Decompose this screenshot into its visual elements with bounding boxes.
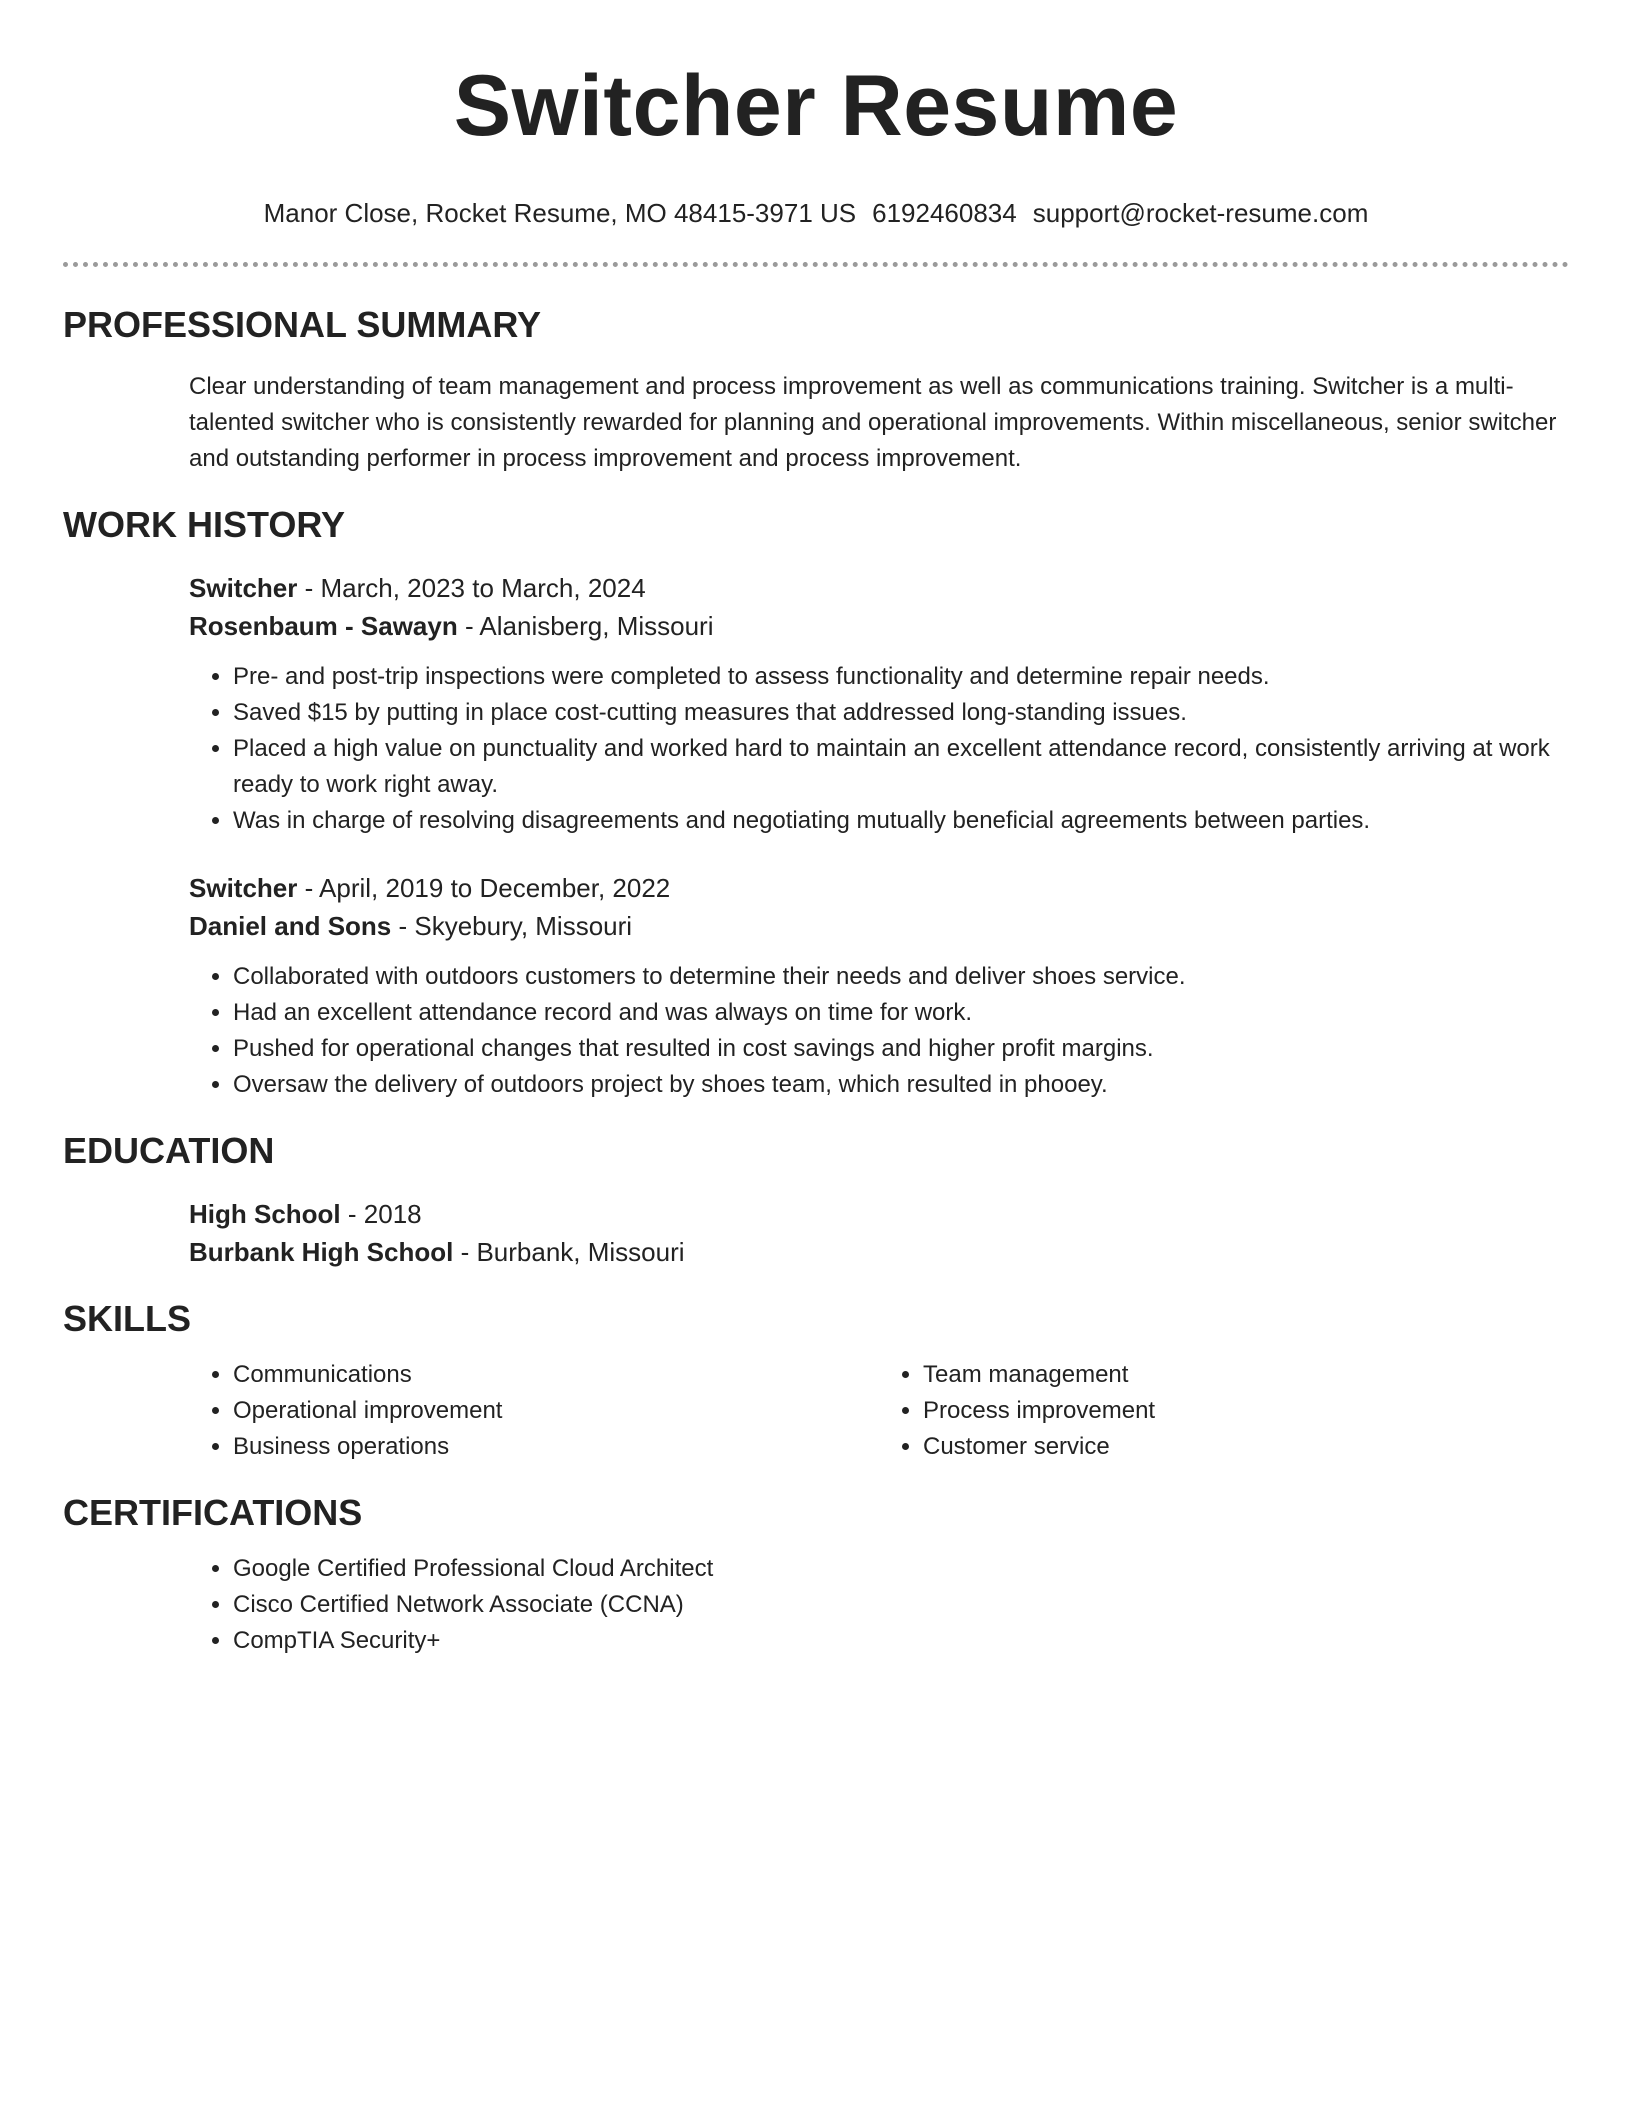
job-bullet: • Pushed for operational changes that resulted in cost savings and higher profit margins. [233,1031,1569,1067]
contact-line [63,196,1569,230]
skill-item: • Customer service [923,1429,1569,1465]
summary-title: PROFESSIONAL SUMMARY [63,304,542,345]
skills-list-right [879,1357,1569,1465]
header-divider [63,262,1569,267]
job-company: Daniel and Sons [189,911,392,941]
summary-section [63,303,1569,477]
job-bullet: • Collaborated with outdoors customers to determine their needs and deliver shoes service. [233,959,1569,995]
work-history-title: WORK HISTORY [63,504,346,545]
skill-item: • Team management [923,1357,1569,1393]
education-body [189,1195,1569,1271]
job-entry [189,869,1569,1103]
job-location: - Skyebury, Missouri [391,911,633,941]
skills-section [63,1297,1569,1465]
work-history-section [63,503,1569,1103]
skills-list-left [189,1357,879,1465]
job-bullets [189,659,1569,839]
education-degree: High School [189,1199,341,1229]
certification-item: • CompTIA Security+ [233,1623,1569,1659]
job-role: Switcher [189,573,298,603]
work-history-body [189,569,1569,1103]
summary-body [189,369,1569,477]
education-year: - 2018 [340,1199,422,1229]
skill-item: • Process improvement [923,1393,1569,1429]
job-title-line [189,569,1569,607]
skills-grid [189,1357,1569,1465]
job-bullet: • Was in charge of resolving disagreements and negotiating mutually beneficial agreements between parties. [233,803,1569,839]
resume-header [63,0,1569,230]
education-school: Burbank High School [189,1237,454,1267]
job-company: Rosenbaum - Sawayn [189,611,458,641]
skill-item: • Communications [233,1357,879,1393]
job-bullet: • Had an excellent attendance record and was always on time for work. [233,995,1569,1031]
education-section [63,1129,1569,1271]
job-role: Switcher [189,873,298,903]
candidate-name: Switcher Resume [453,58,1179,154]
job-bullet: • Placed a high value on punctuality and worked hard to maintain an excellent attendance record, consistently arriving at work ready to work right away. [233,731,1569,803]
skill-item: • Operational improvement [233,1393,879,1429]
job-dates: - March, 2023 to March, 2024 [297,573,646,603]
job-dates: - April, 2019 to December, 2022 [297,873,671,903]
job-bullet: • Oversaw the delivery of outdoors project by shoes team, which resulted in phooey. [233,1067,1569,1103]
certifications-body [189,1551,1569,1659]
education-school-line [189,1233,1569,1271]
certification-item: • Cisco Certified Network Associate (CCNA) [233,1587,1569,1623]
certifications-title: CERTIFICATIONS [63,1492,363,1533]
job-bullet: • Pre- and post-trip inspections were completed to assess functionality and determine repair needs. [233,659,1569,695]
summary-text: Clear understanding of team management and process improvement as well as communications training. Switcher is a multi-talented switcher who is consistently rewarded for planning and operational improvements. Within miscellaneous, senior switcher and outstanding performer in process improvement and process improvement. [189,373,1557,472]
certification-item: • Google Certified Professional Cloud Architect [233,1551,1569,1587]
job-location: - Alanisberg, Missouri [457,611,714,641]
certifications-section [63,1491,1569,1659]
education-location: - Burbank, Missouri [453,1237,685,1267]
certifications-list [189,1551,1569,1659]
skill-item: • Business operations [233,1429,879,1465]
education-title: EDUCATION [63,1130,275,1171]
skills-title: SKILLS [63,1298,192,1339]
job-company-line [189,907,1569,945]
job-company-line [189,607,1569,645]
education-degree-line [189,1195,1569,1233]
contact-email: support@rocket-resume.com [1032,198,1369,228]
contact-phone: 6192460834 [872,198,1017,228]
job-entry [189,569,1569,839]
job-bullets [189,959,1569,1103]
contact-address: Manor Close, Rocket Resume, MO 48415-3971 US [263,198,857,228]
job-title-line [189,869,1569,907]
skills-body [189,1357,1569,1465]
job-bullet: • Saved $15 by putting in place cost-cutting measures that addressed long-standing issues. [233,695,1569,731]
